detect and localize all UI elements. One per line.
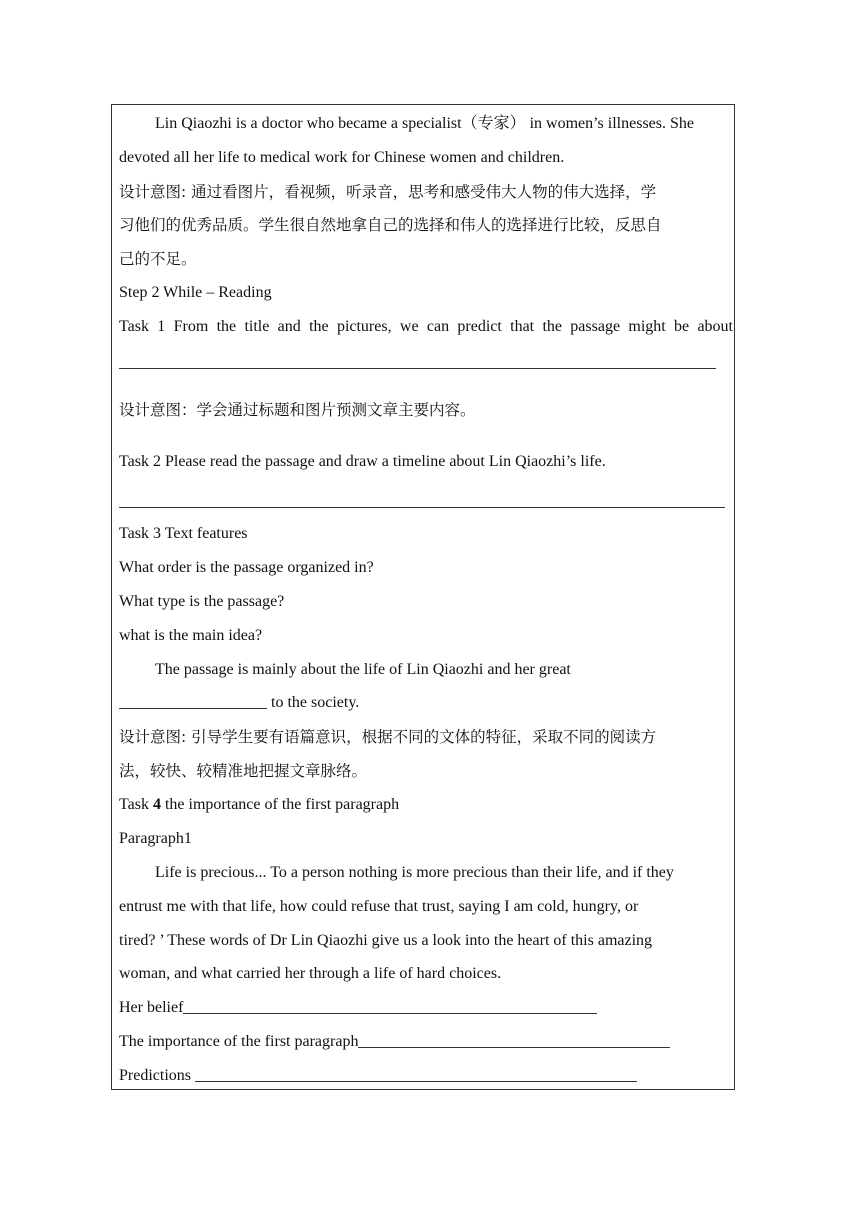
task2-prompt: Task 2 Please read the passage and draw a timeline about Lin Qiaozhi’s life. <box>119 453 606 470</box>
paragraph-label: Paragraph1 <box>119 830 192 847</box>
importance-answer-blank[interactable] <box>358 1046 670 1048</box>
paragraph1-line-2: entrust me with that life, how could refuse that trust, saying I am cold, hungry, or <box>119 898 639 915</box>
importance-label: The importance of the first paragraph <box>119 1033 359 1050</box>
paragraph1-line-4: woman, and what carried her through a life of hard choices. <box>119 965 502 982</box>
task3-blank-suffix: to the society. <box>267 694 360 711</box>
intro-line-2: devoted all her life to medical work for Chinese women and children. <box>119 149 565 166</box>
task1-prompt: Task 1 From the title and the pictures, we can predict that the passage might be about <box>119 318 733 335</box>
belief-answer-blank[interactable] <box>183 1012 597 1014</box>
task3-blank-row <box>119 693 733 713</box>
task4-number: 4 <box>152 796 161 813</box>
predictions-row <box>119 1066 733 1086</box>
paragraph1-line-3: tired? ’ These words of Dr Lin Qiaozhi give us a look into the heart of this amazing <box>119 932 653 949</box>
task4-title: the importance of the first paragraph <box>160 796 400 813</box>
design-intent-3-line-1: 设计意图: 引导学生要有语篇意识，根据不同的文体的特征，采取不同的阅读方 <box>119 728 657 746</box>
task3-main-idea: The passage is mainly about the life of Lin Qiaozhi and her great <box>155 661 571 678</box>
task3-question-3: what is the main idea? <box>119 627 263 644</box>
importance-row <box>119 1032 733 1052</box>
belief-label: Her belief <box>119 999 184 1016</box>
paragraph1-line-1: Life is precious... To a person nothing is more precious than their life, and if they <box>155 864 674 881</box>
task1-answer-line[interactable] <box>119 368 716 369</box>
design-intent-2: 设计意图：学会通过标题和图片预测文章主要内容。 <box>119 401 476 419</box>
task4-prefix: Task <box>119 796 153 813</box>
belief-row <box>119 998 733 1018</box>
task3-answer-blank[interactable] <box>119 707 267 709</box>
task4-heading <box>119 795 733 815</box>
task3-heading: Task 3 Text features <box>119 525 248 542</box>
intro-line-1: Lin Qiaozhi is a doctor who became a specialist（专家） in women’s illnesses. She <box>155 115 695 132</box>
design-intent-1-line-1: 设计意图: 通过看图片，看视频，听录音，思考和感受伟大人物的伟大选择，学 <box>119 183 657 201</box>
predictions-label: Predictions <box>119 1067 195 1084</box>
step2-heading: Step 2 While – Reading <box>119 284 272 301</box>
task3-question-1: What order is the passage organized in? <box>119 559 374 576</box>
task3-question-2: What type is the passage? <box>119 593 285 610</box>
design-intent-1-line-2: 习他们的优秀品质。学生很自然地拿自己的选择和伟人的选择进行比较，反思自 <box>119 216 662 234</box>
design-intent-3-line-2: 法，较快、较精准地把握文章脉络。 <box>119 762 368 780</box>
task2-answer-line[interactable] <box>119 507 725 508</box>
predictions-answer-blank[interactable] <box>195 1080 637 1082</box>
design-intent-1-line-3: 己的不足。 <box>119 250 197 268</box>
